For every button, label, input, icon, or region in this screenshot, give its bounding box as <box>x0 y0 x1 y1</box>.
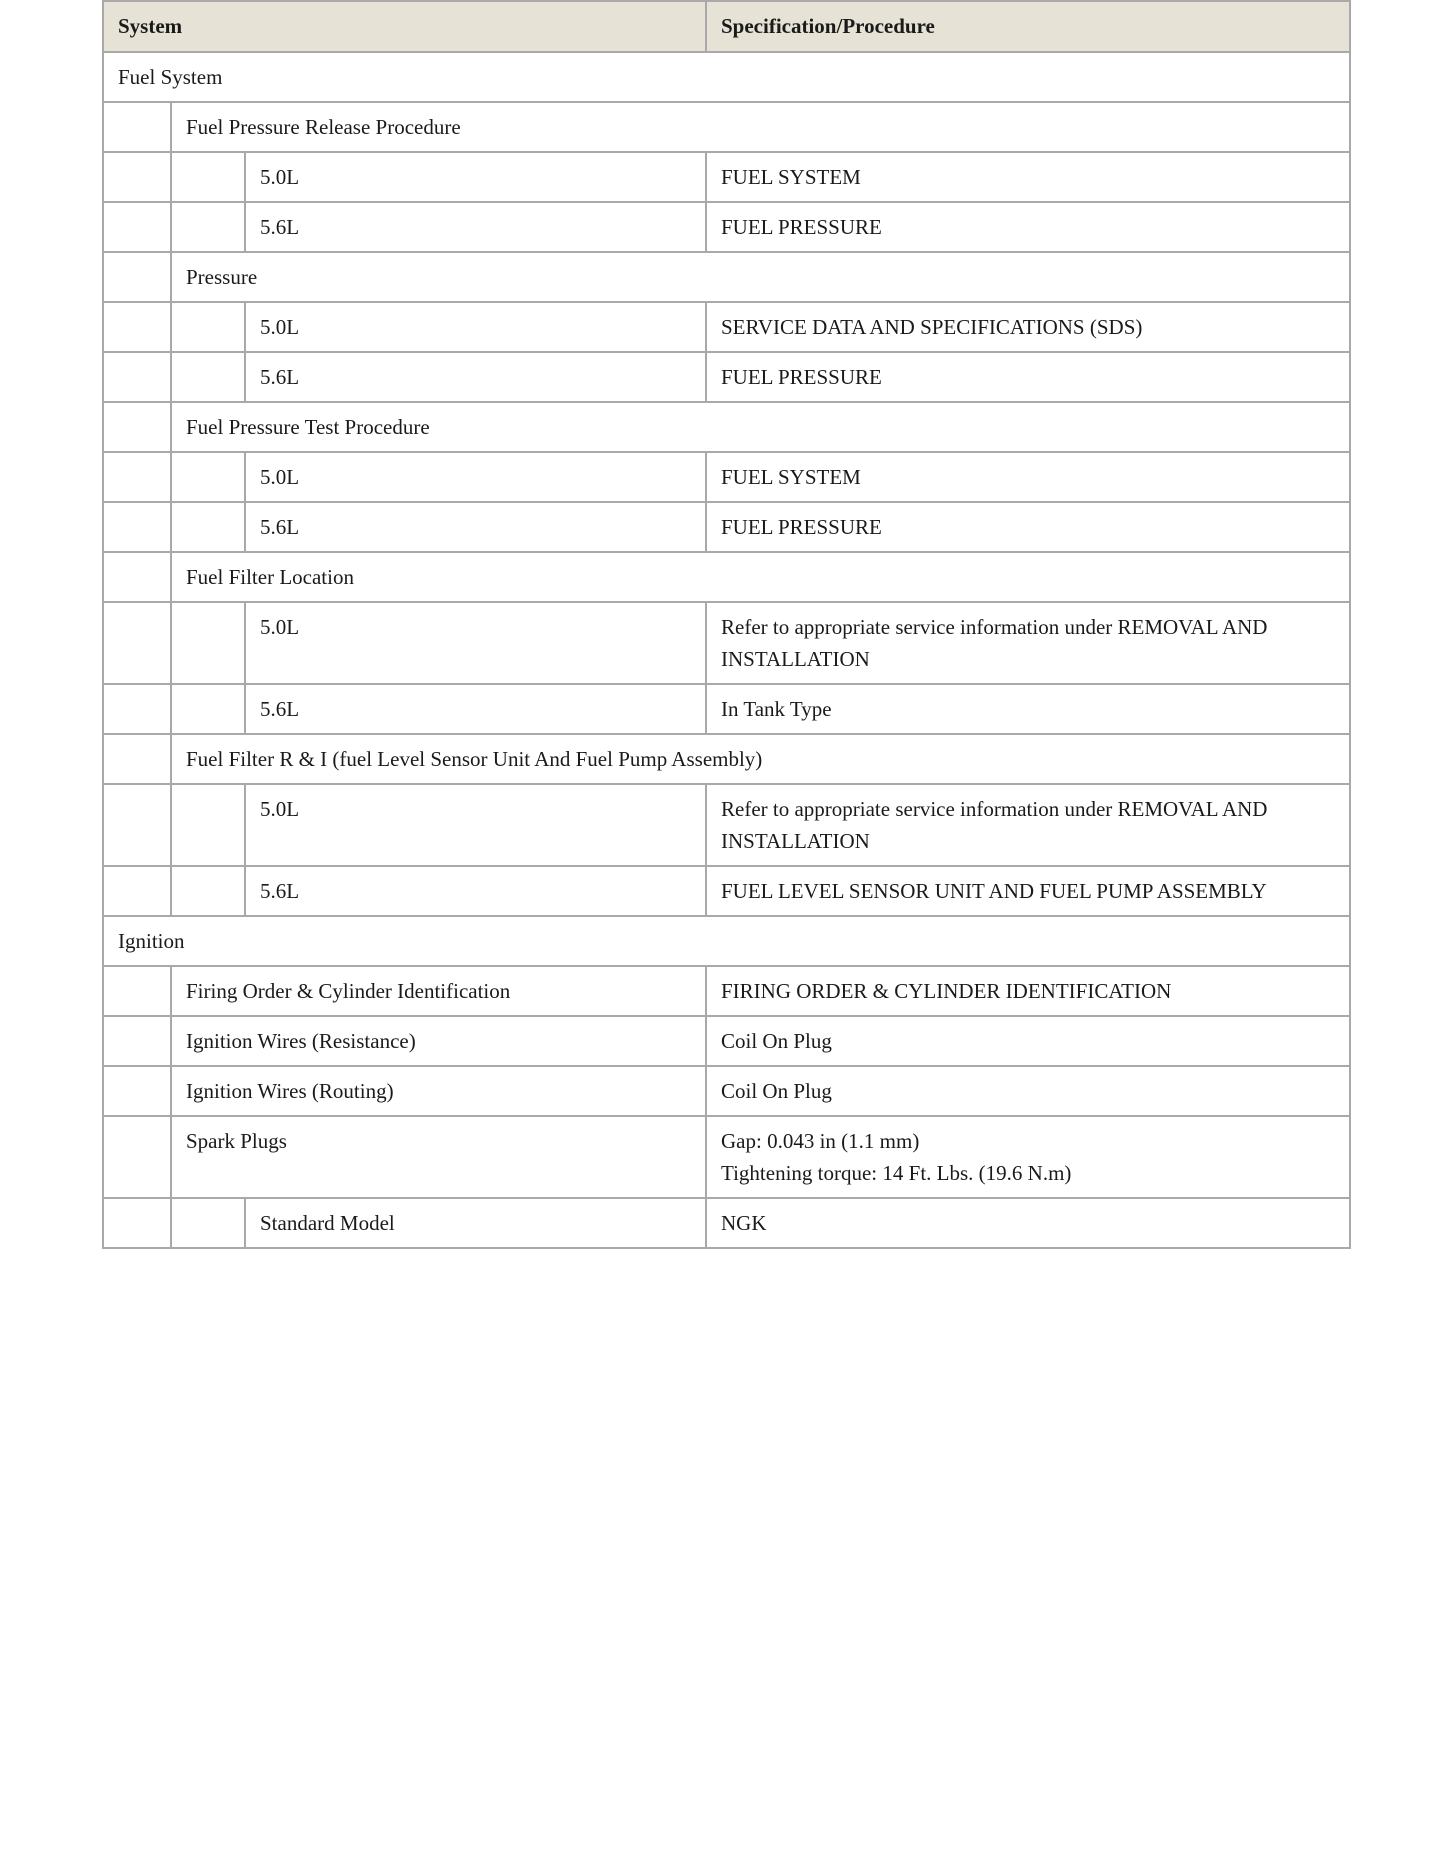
spec-value: FUEL SYSTEM <box>706 452 1350 502</box>
table-row <box>103 1198 1350 1248</box>
indent-cell <box>103 602 171 684</box>
spec-value: SERVICE DATA AND SPECIFICATIONS (SDS) <box>706 302 1350 352</box>
indent-cell <box>103 402 171 452</box>
table-row <box>103 202 1350 252</box>
engine-label: 5.6L <box>245 502 706 552</box>
subgroup-label: Fuel Pressure Test Procedure <box>171 402 1350 452</box>
indent-cell <box>103 302 171 352</box>
indent-cell <box>103 734 171 784</box>
table-row <box>103 784 1350 866</box>
spec-table <box>102 0 1351 1249</box>
header-system: System <box>103 1 706 52</box>
spec-value: FUEL SYSTEM <box>706 152 1350 202</box>
table-row <box>103 966 1350 1016</box>
engine-label: Standard Model <box>245 1198 706 1248</box>
table-row <box>103 452 1350 502</box>
indent-cell <box>103 866 171 916</box>
indent-cell <box>103 1198 171 1248</box>
subgroup-row <box>103 252 1350 302</box>
spec-value: FIRING ORDER & CYLINDER IDENTIFICATION <box>706 966 1350 1016</box>
table-row <box>103 684 1350 734</box>
spark-plug-torque: Tightening torque: 14 Ft. Lbs. (19.6 N.m) <box>721 1161 1072 1185</box>
subgroup-row <box>103 552 1350 602</box>
indent-cell <box>171 302 245 352</box>
engine-label: 5.0L <box>245 152 706 202</box>
indent-cell <box>171 452 245 502</box>
indent-cell <box>103 152 171 202</box>
indent-cell <box>171 866 245 916</box>
indent-cell <box>171 684 245 734</box>
indent-cell <box>103 102 171 152</box>
engine-label: 5.0L <box>245 302 706 352</box>
header-row <box>103 1 1350 52</box>
table-row <box>103 352 1350 402</box>
subgroup-label: Fuel Filter R & I (fuel Level Sensor Unit And Fuel Pump Assembly) <box>171 734 1350 784</box>
engine-label: 5.6L <box>245 202 706 252</box>
subgroup-label: Fuel Pressure Release Procedure <box>171 102 1350 152</box>
indent-cell <box>171 1198 245 1248</box>
spec-value: Refer to appropriate service information under REMOVAL AND INSTALLATION <box>706 784 1350 866</box>
indent-cell <box>103 252 171 302</box>
spark-plug-gap: Gap: 0.043 in (1.1 mm) <box>721 1129 920 1153</box>
indent-cell <box>103 784 171 866</box>
spec-value: Coil On Plug <box>706 1016 1350 1066</box>
spec-value: FUEL PRESSURE <box>706 352 1350 402</box>
engine-label: 5.0L <box>245 602 706 684</box>
indent-cell <box>171 202 245 252</box>
spec-value: In Tank Type <box>706 684 1350 734</box>
group-label-ignition: Ignition <box>103 916 1350 966</box>
header-specification: Specification/Procedure <box>706 1 1350 52</box>
item-label: Ignition Wires (Routing) <box>171 1066 706 1116</box>
table-row <box>103 302 1350 352</box>
group-row-ignition <box>103 916 1350 966</box>
engine-label: 5.6L <box>245 352 706 402</box>
indent-cell <box>103 452 171 502</box>
indent-cell <box>171 602 245 684</box>
subgroup-row <box>103 734 1350 784</box>
indent-cell <box>103 1116 171 1198</box>
spec-value: FUEL PRESSURE <box>706 502 1350 552</box>
table-header <box>103 1 1350 52</box>
indent-cell <box>171 784 245 866</box>
indent-cell <box>171 352 245 402</box>
spec-table-container <box>102 0 1349 1249</box>
subgroup-label: Fuel Filter Location <box>171 552 1350 602</box>
indent-cell <box>171 152 245 202</box>
subgroup-row <box>103 102 1350 152</box>
indent-cell <box>103 552 171 602</box>
engine-label: 5.0L <box>245 784 706 866</box>
table-row <box>103 602 1350 684</box>
indent-cell <box>171 502 245 552</box>
subgroup-label: Pressure <box>171 252 1350 302</box>
engine-label: 5.6L <box>245 684 706 734</box>
indent-cell <box>103 502 171 552</box>
group-label-fuel-system: Fuel System <box>103 52 1350 102</box>
table-row <box>103 866 1350 916</box>
item-label: Firing Order & Cylinder Identification <box>171 966 706 1016</box>
group-row-fuel-system <box>103 52 1350 102</box>
indent-cell <box>103 684 171 734</box>
indent-cell <box>103 966 171 1016</box>
subgroup-row <box>103 402 1350 452</box>
engine-label: 5.6L <box>245 866 706 916</box>
item-label: Spark Plugs <box>171 1116 706 1198</box>
table-row <box>103 1066 1350 1116</box>
spec-value: NGK <box>706 1198 1350 1248</box>
spec-value-spark-plugs <box>706 1116 1350 1198</box>
table-body <box>103 52 1350 1248</box>
indent-cell <box>103 352 171 402</box>
indent-cell <box>103 1016 171 1066</box>
table-row <box>103 1116 1350 1198</box>
table-row <box>103 502 1350 552</box>
spec-value: FUEL PRESSURE <box>706 202 1350 252</box>
indent-cell <box>103 1066 171 1116</box>
spec-value: Coil On Plug <box>706 1066 1350 1116</box>
table-row <box>103 1016 1350 1066</box>
item-label: Ignition Wires (Resistance) <box>171 1016 706 1066</box>
spec-value: FUEL LEVEL SENSOR UNIT AND FUEL PUMP ASSEMBLY <box>706 866 1350 916</box>
engine-label: 5.0L <box>245 452 706 502</box>
spec-value: Refer to appropriate service information under REMOVAL AND INSTALLATION <box>706 602 1350 684</box>
indent-cell <box>103 202 171 252</box>
table-row <box>103 152 1350 202</box>
